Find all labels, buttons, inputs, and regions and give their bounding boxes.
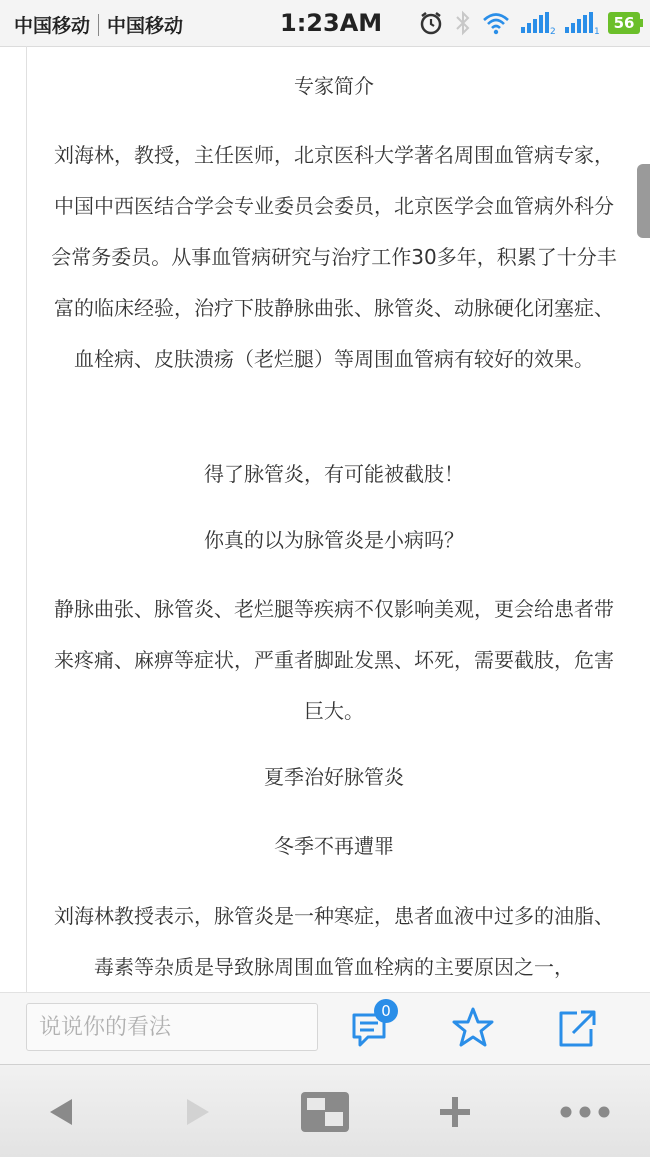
comments-button[interactable] xyxy=(348,1003,398,1053)
back-button[interactable] xyxy=(31,1087,91,1137)
favorite-button[interactable] xyxy=(450,1003,500,1053)
clock: 1:23AM xyxy=(280,9,383,37)
plus-icon xyxy=(437,1094,473,1130)
sim1-label: 2 xyxy=(550,27,556,37)
status-bar xyxy=(0,0,650,47)
forward-button[interactable] xyxy=(168,1087,228,1137)
comment-input[interactable]: 说说你的看法 xyxy=(26,1003,318,1051)
browser-nav-bar xyxy=(0,1064,650,1157)
article-heading: 得了脉管炎，有可能被截肢！ xyxy=(204,462,464,486)
comment-bar xyxy=(0,992,650,1065)
article-paragraph: 静脉曲张、脉管炎、老烂腿等疾病不仅影响美观，更会给患者带来疼痛、麻痹等症状，严重者脚趾发黑、坏死，需要截肢，危害巨大。 xyxy=(54,597,614,723)
bluetooth-icon xyxy=(454,10,472,36)
sim2-label: 1 xyxy=(594,27,600,37)
signal-icon-sim1 xyxy=(520,11,554,35)
carrier-divider xyxy=(98,14,99,36)
scroll-handle[interactable] xyxy=(637,164,650,238)
tabs-icon xyxy=(299,1090,351,1134)
carrier-2: 中国移动 xyxy=(107,15,184,37)
carrier-1: 中国移动 xyxy=(14,15,91,37)
new-tab-button[interactable] xyxy=(425,1087,485,1137)
article-content[interactable] xyxy=(26,46,650,992)
article-heading: 夏季治好脉管炎 xyxy=(264,765,404,789)
tabs-button[interactable] xyxy=(295,1087,355,1137)
status-icons xyxy=(418,9,640,37)
carrier-names xyxy=(14,11,183,38)
article-heading: 你真的以为脉管炎是小病吗？ xyxy=(204,528,464,552)
article-paragraph: 刘海林，教授，主任医师，北京医科大学著名周围血管病专家，中国中西医结合学会专业委员会委员，北京医学会血管病外科分会常务委员。从事血管病研究与治疗工作30多年，积累了十分丰富的临床经验，治疗下肢静脉曲张、脉管炎、动脉硬化闭塞症、血栓病、皮肤溃疡（老烂腿）等周围血管病有较好的效果。 xyxy=(51,143,617,371)
more-dots-icon xyxy=(559,1105,611,1119)
star-icon xyxy=(450,1003,496,1051)
forward-arrow-icon xyxy=(183,1096,213,1128)
back-arrow-icon xyxy=(46,1096,76,1128)
share-button[interactable] xyxy=(555,1003,605,1053)
signal-icon-sim2 xyxy=(564,11,598,35)
share-icon xyxy=(555,1003,599,1051)
alarm-icon xyxy=(418,10,444,36)
article-paragraph: 刘海林教授表示，脉管炎是一种寒症，患者血液中过多的油脂、毒素等杂质是导致脉周围血管血栓病的主要原因之一， xyxy=(54,904,614,979)
wifi-icon xyxy=(482,11,510,35)
article-heading: 冬季不再遭罪 xyxy=(274,834,394,858)
battery-indicator: 56 xyxy=(608,12,640,34)
comment-count-badge: 0 xyxy=(374,999,398,1023)
section-heading-expert: 专家简介 xyxy=(294,74,374,98)
more-menu-button[interactable] xyxy=(555,1087,615,1137)
